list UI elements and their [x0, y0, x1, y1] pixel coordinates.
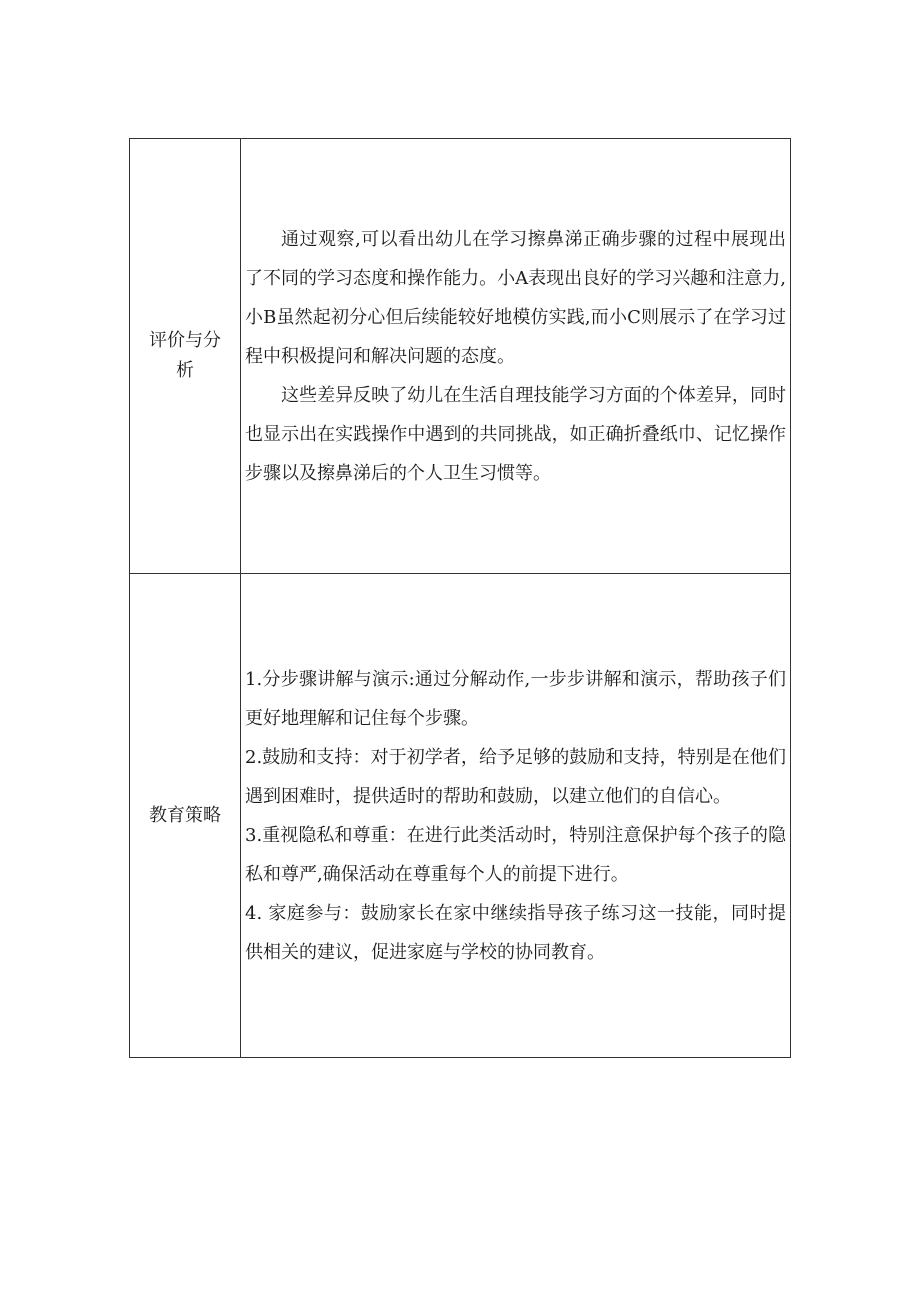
- table-row-analysis: [130, 139, 791, 574]
- analysis-paragraph: 这些差异反映了幼儿在生活自理技能学习方面的个体差异，同时也显示出在实践操作中遇到的共同挑战，如正确折叠纸巾、记忆操作步骤以及擦鼻涕后的个人卫生习惯等。: [245, 384, 786, 484]
- content-cell-analysis: [241, 139, 791, 574]
- evaluation-table: [129, 138, 791, 1058]
- row-label: 评价与分析: [149, 330, 221, 381]
- label-cell-strategy: [130, 574, 241, 1058]
- row-label: 教育策略: [149, 804, 221, 826]
- label-cell-analysis: [130, 139, 241, 574]
- content-cell-strategy: [241, 574, 791, 1058]
- analysis-paragraph: 通过观察,可以看出幼儿在学习擦鼻涕正确步骤的过程中展现出了不同的学习态度和操作能力。小A表现出良好的学习兴趣和注意力,小B虽然起初分心但后续能较好地模仿实践,而小C则展示了在学习过程中积极提问和解决问题的态度。: [245, 228, 786, 367]
- strategy-item: 3.重视隐私和尊重：在进行此类活动时，特别注意保护每个孩子的隐私和尊严,确保活动在尊重每个人的前提下进行。: [245, 824, 786, 885]
- strategy-item: 4. 家庭参与：鼓励家长在家中继续指导孩子练习这一技能，同时提供相关的建议，促进家庭与学校的协同教育。: [245, 902, 786, 963]
- table-row-strategy: [130, 574, 791, 1058]
- strategy-item: 2.鼓励和支持：对于初学者，给予足够的鼓励和支持，特别是在他们遇到困难时，提供适时的帮助和鼓励，以建立他们的自信心。: [245, 746, 786, 807]
- strategy-item: 1.分步骤讲解与演示:通过分解动作,一步步讲解和演示，帮助孩子们更好地理解和记住每个步骤。: [245, 668, 786, 729]
